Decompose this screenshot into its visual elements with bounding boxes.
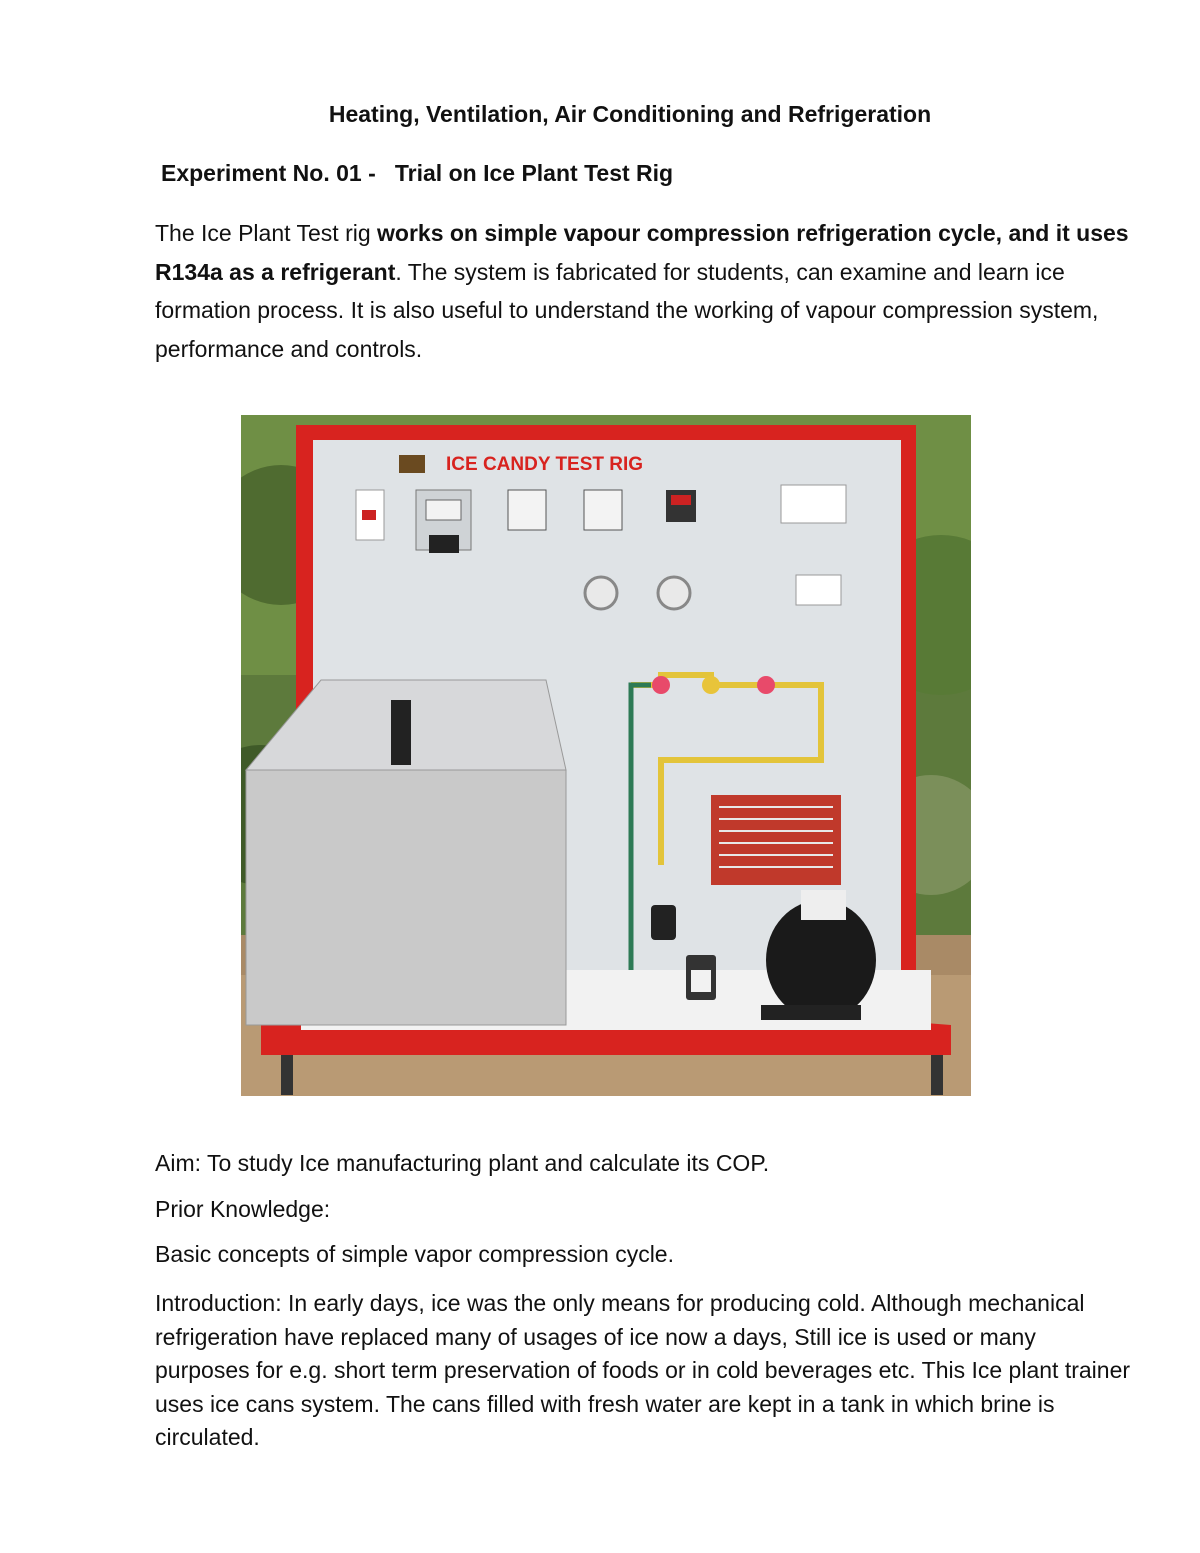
panel-title-text: ICE CANDY TEST RIG	[446, 454, 644, 475]
intro-paragraph	[155, 214, 1130, 368]
intro-text-part3: . The system is fabricated for students, can examine and learn ice formation process. It is also useful to understand the working of vapour compression system, performance and controls.	[155, 258, 1099, 362]
ice-plant-test-rig-photo	[241, 415, 971, 1096]
experiment-title: Experiment No. 01 - Trial on Ice Plant Test Rig	[161, 160, 674, 186]
page-heading: Heating, Ventilation, Air Conditioning and Refrigeration	[328, 101, 932, 127]
intro-text-bold: works on simple vapour compression refrigeration cycle, and it uses R134a as a refrigerant	[155, 220, 1129, 285]
prior-knowledge-text: Basic concepts of simple vapor compression cycle.	[155, 1241, 674, 1267]
introduction-paragraph: Introduction: In early days, ice was the only means for producing cold. Although mechanical refrigeration have replaced many of usages of ice now a days, Still ice is used or many purposes for e.g. short term preservation of foods or in cold beverages etc. This Ice plant trainer uses ice cans system. The cans filled with fresh water are kept in a tank in which brine is circulated.	[155, 1290, 1131, 1450]
intro-text-part1: The Ice Plant Test rig	[155, 220, 378, 246]
aim-text: Aim: To study Ice manufacturing plant and calculate its COP.	[155, 1150, 770, 1176]
prior-knowledge-label: Prior Knowledge:	[155, 1196, 331, 1222]
